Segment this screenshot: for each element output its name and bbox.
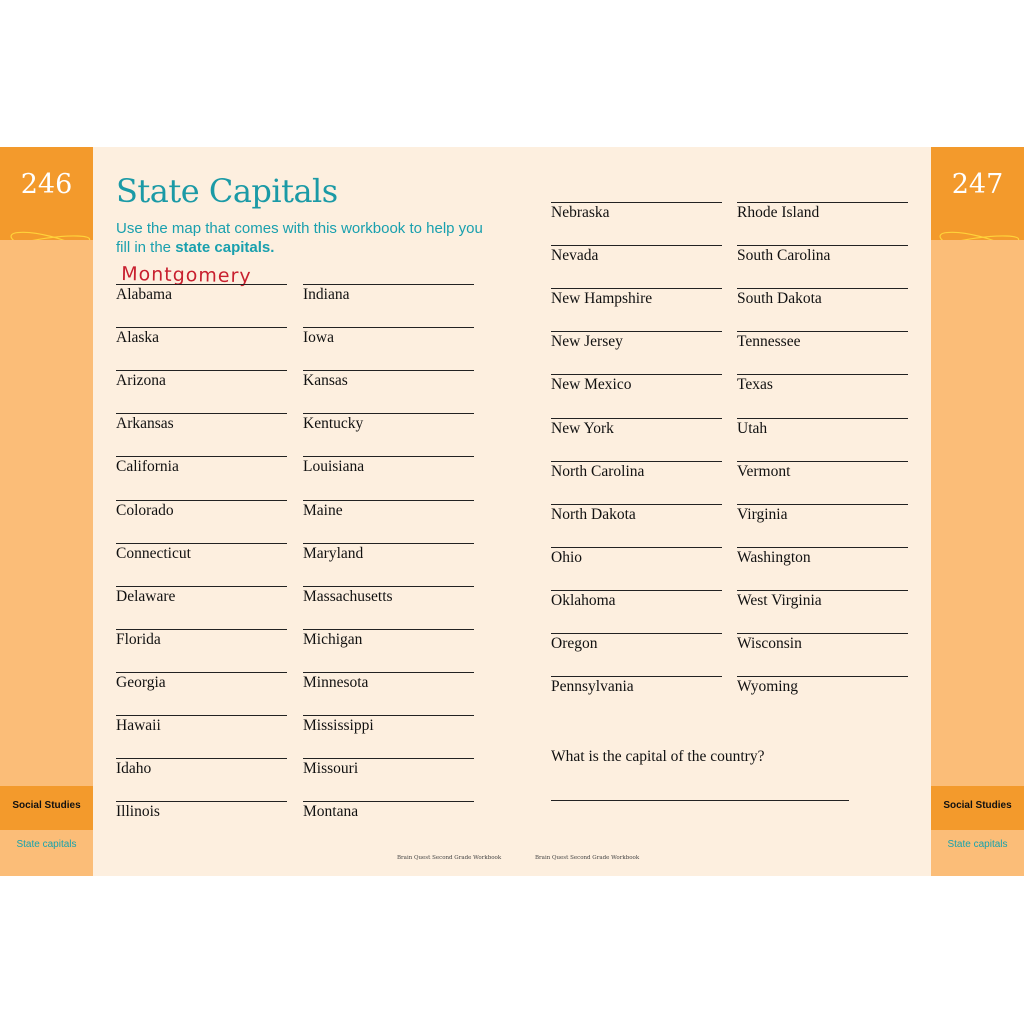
state-name: Rhode Island — [737, 204, 820, 221]
state-name: Washington — [737, 548, 811, 566]
state-name: New Jersey — [551, 333, 623, 351]
state-answer-item — [551, 418, 722, 446]
answer-line[interactable] — [303, 758, 474, 759]
answer-line[interactable] — [737, 590, 908, 591]
state-answer-item — [551, 202, 722, 230]
state-name: Wisconsin — [737, 635, 802, 652]
state-name: New York — [551, 419, 614, 437]
state-answer-item — [551, 590, 722, 618]
answer-line[interactable] — [116, 758, 287, 759]
state-answer-item — [303, 500, 474, 528]
left-footer: Brain Quest Second Grade Workbook — [397, 855, 502, 861]
handwritten-answer: Montgomery — [121, 263, 252, 288]
answer-line[interactable] — [116, 413, 287, 414]
state-answer-item — [551, 331, 722, 359]
state-answer-item — [116, 801, 287, 829]
answer-line[interactable] — [116, 327, 287, 328]
state-answer-item — [116, 543, 287, 571]
answer-line[interactable] — [737, 288, 908, 289]
answer-line[interactable] — [303, 801, 474, 802]
answer-line[interactable] — [303, 413, 474, 414]
state-name: Tennessee — [737, 333, 801, 351]
right-topic-label: State capitals — [947, 839, 1008, 850]
answer-line[interactable] — [116, 586, 287, 587]
state-name: South Dakota — [737, 290, 822, 308]
state-name: New Hampshire — [551, 290, 653, 308]
state-answer-item — [116, 284, 287, 312]
state-answer-item — [551, 633, 722, 661]
right-footer: Brain Quest Second Grade Workbook — [535, 855, 640, 861]
state-name: Illinois — [116, 803, 160, 821]
state-answer-item — [116, 672, 287, 700]
state-name: Oregon — [551, 635, 598, 652]
state-name: Idaho — [116, 760, 152, 778]
right-subject-tab — [931, 786, 1024, 830]
left-subject-tab — [0, 786, 93, 830]
state-answer-item — [737, 547, 908, 575]
state-name: Ohio — [551, 548, 582, 566]
state-answer-item — [737, 461, 908, 489]
right-page-number: 247 — [951, 169, 1004, 200]
state-answer-item — [116, 413, 287, 441]
state-name: Arizona — [116, 372, 166, 390]
left-page-number: 246 — [20, 169, 73, 200]
answer-line[interactable] — [737, 461, 908, 462]
state-name: Maine — [303, 501, 343, 519]
answer-line[interactable] — [551, 676, 722, 677]
answer-line[interactable] — [551, 547, 722, 548]
left-margin-strip — [0, 147, 93, 876]
state-name: Hawaii — [116, 717, 161, 734]
state-name: Montana — [303, 803, 359, 821]
answer-line[interactable] — [116, 801, 287, 802]
atom-icon — [931, 209, 1024, 240]
state-name: Texas — [737, 376, 773, 394]
state-name: Delaware — [116, 587, 176, 605]
state-name: Virginia — [737, 505, 788, 523]
state-name: Oklahoma — [551, 591, 616, 609]
state-name: Iowa — [303, 329, 334, 347]
answer-line[interactable] — [551, 590, 722, 591]
answer-line[interactable] — [116, 715, 287, 716]
state-answer-item — [303, 629, 474, 657]
state-answer-item — [116, 456, 287, 484]
state-answer-item — [737, 418, 908, 446]
state-answer-item — [737, 202, 908, 230]
state-name: Nebraska — [551, 204, 610, 221]
state-name: Maryland — [303, 544, 364, 562]
state-answer-item — [116, 758, 287, 786]
state-answer-item — [303, 370, 474, 398]
answer-line[interactable] — [737, 374, 908, 375]
state-answer-item — [116, 327, 287, 355]
answer-line[interactable] — [303, 456, 474, 457]
state-answer-item — [116, 715, 287, 743]
right-margin-strip — [931, 147, 1024, 876]
state-answer-item — [551, 676, 722, 704]
answer-line[interactable] — [551, 202, 722, 203]
state-answer-item — [551, 547, 722, 575]
state-answer-item — [737, 676, 908, 704]
right-subject-label: Social Studies — [943, 800, 1012, 811]
left-topic-label: State capitals — [16, 839, 77, 850]
state-answer-item — [303, 543, 474, 571]
state-answer-item — [303, 672, 474, 700]
state-answer-item — [551, 504, 722, 532]
answer-line[interactable] — [551, 633, 722, 634]
state-answer-item — [551, 374, 722, 402]
state-answer-item — [737, 331, 908, 359]
answer-line[interactable] — [116, 629, 287, 630]
answer-line[interactable] — [551, 504, 722, 505]
answer-line[interactable] — [303, 586, 474, 587]
state-answer-item — [737, 288, 908, 316]
country-capital-question: What is the capital of the country? — [551, 748, 765, 765]
state-name: Kentucky — [303, 415, 364, 433]
state-name: Utah — [737, 419, 768, 437]
state-answer-item — [551, 245, 722, 273]
right-page-number-box — [931, 147, 1024, 240]
state-answer-item — [737, 590, 908, 618]
state-name: North Dakota — [551, 505, 636, 523]
answer-line[interactable] — [303, 370, 474, 371]
state-answer-item — [303, 586, 474, 614]
state-answer-item — [551, 461, 722, 489]
instructions-text: Use the map that comes with this workbook to help you fill in the — [116, 220, 483, 256]
state-name: Louisiana — [303, 458, 365, 476]
answer-line[interactable] — [737, 547, 908, 548]
answer-line[interactable] — [737, 202, 908, 203]
state-answer-item — [737, 245, 908, 273]
state-answer-item — [737, 374, 908, 402]
answer-line[interactable] — [303, 715, 474, 716]
state-name: Missouri — [303, 760, 359, 778]
state-answer-item — [303, 758, 474, 786]
state-answer-item — [303, 284, 474, 312]
state-answer-item — [303, 801, 474, 829]
answer-line[interactable] — [551, 245, 722, 246]
answer-line[interactable] — [116, 672, 287, 673]
state-answer-item — [116, 500, 287, 528]
state-answer-item — [303, 413, 474, 441]
page-title: State Capitals — [116, 172, 338, 210]
answer-line[interactable] — [737, 418, 908, 419]
answer-line[interactable] — [737, 676, 908, 677]
state-answer-item — [737, 504, 908, 532]
answer-line[interactable] — [303, 672, 474, 673]
instructions — [116, 219, 486, 257]
answer-line[interactable] — [303, 543, 474, 544]
left-subject-label: Social Studies — [12, 800, 81, 811]
atom-icon — [0, 209, 93, 240]
answer-line[interactable] — [551, 418, 722, 419]
state-answer-item — [303, 715, 474, 743]
state-name: Colorado — [116, 501, 174, 519]
answer-line[interactable] — [303, 500, 474, 501]
state-name: South Carolina — [737, 247, 831, 265]
state-answer-item — [303, 327, 474, 355]
state-name: Minnesota — [303, 673, 369, 691]
state-name: West Virginia — [737, 591, 822, 609]
answer-line[interactable] — [116, 543, 287, 544]
state-name: Vermont — [737, 462, 791, 480]
state-name: Florida — [116, 630, 161, 648]
state-name: California — [116, 458, 179, 476]
state-name: Nevada — [551, 247, 599, 265]
answer-line[interactable] — [551, 374, 722, 375]
state-name: North Carolina — [551, 462, 645, 480]
left-page-number-box — [0, 147, 93, 240]
state-name: Wyoming — [737, 678, 799, 696]
state-name: Michigan — [303, 630, 363, 648]
state-answer-item — [116, 629, 287, 657]
instructions-bold: state capitals. — [175, 239, 275, 256]
state-name: Massachusetts — [303, 587, 393, 605]
answer-line[interactable] — [303, 629, 474, 630]
state-name: Alaska — [116, 329, 160, 347]
country-capital-answer-line[interactable] — [551, 800, 849, 801]
answer-line[interactable] — [737, 331, 908, 332]
state-answer-item — [116, 586, 287, 614]
answer-line[interactable] — [551, 288, 722, 289]
state-name: Indiana — [303, 286, 350, 303]
state-name: Connecticut — [116, 544, 191, 562]
answer-line[interactable] — [737, 633, 908, 634]
answer-line[interactable] — [303, 284, 474, 285]
answer-line[interactable] — [303, 327, 474, 328]
state-name: Arkansas — [116, 415, 174, 433]
state-answer-item — [303, 456, 474, 484]
state-name: Alabama — [116, 286, 172, 303]
state-name: Kansas — [303, 372, 348, 390]
state-name: Pennsylvania — [551, 678, 634, 696]
answer-line[interactable] — [116, 284, 287, 285]
answer-line[interactable] — [737, 245, 908, 246]
state-name: Mississippi — [303, 717, 374, 734]
state-name: New Mexico — [551, 376, 632, 394]
answer-line[interactable] — [737, 504, 908, 505]
state-answer-item — [116, 370, 287, 398]
state-answer-item — [737, 633, 908, 661]
answer-line[interactable] — [116, 370, 287, 371]
state-name: Georgia — [116, 673, 166, 691]
answer-line[interactable] — [116, 456, 287, 457]
answer-line[interactable] — [551, 461, 722, 462]
state-answer-item — [551, 288, 722, 316]
answer-line[interactable] — [116, 500, 287, 501]
answer-line[interactable] — [551, 331, 722, 332]
